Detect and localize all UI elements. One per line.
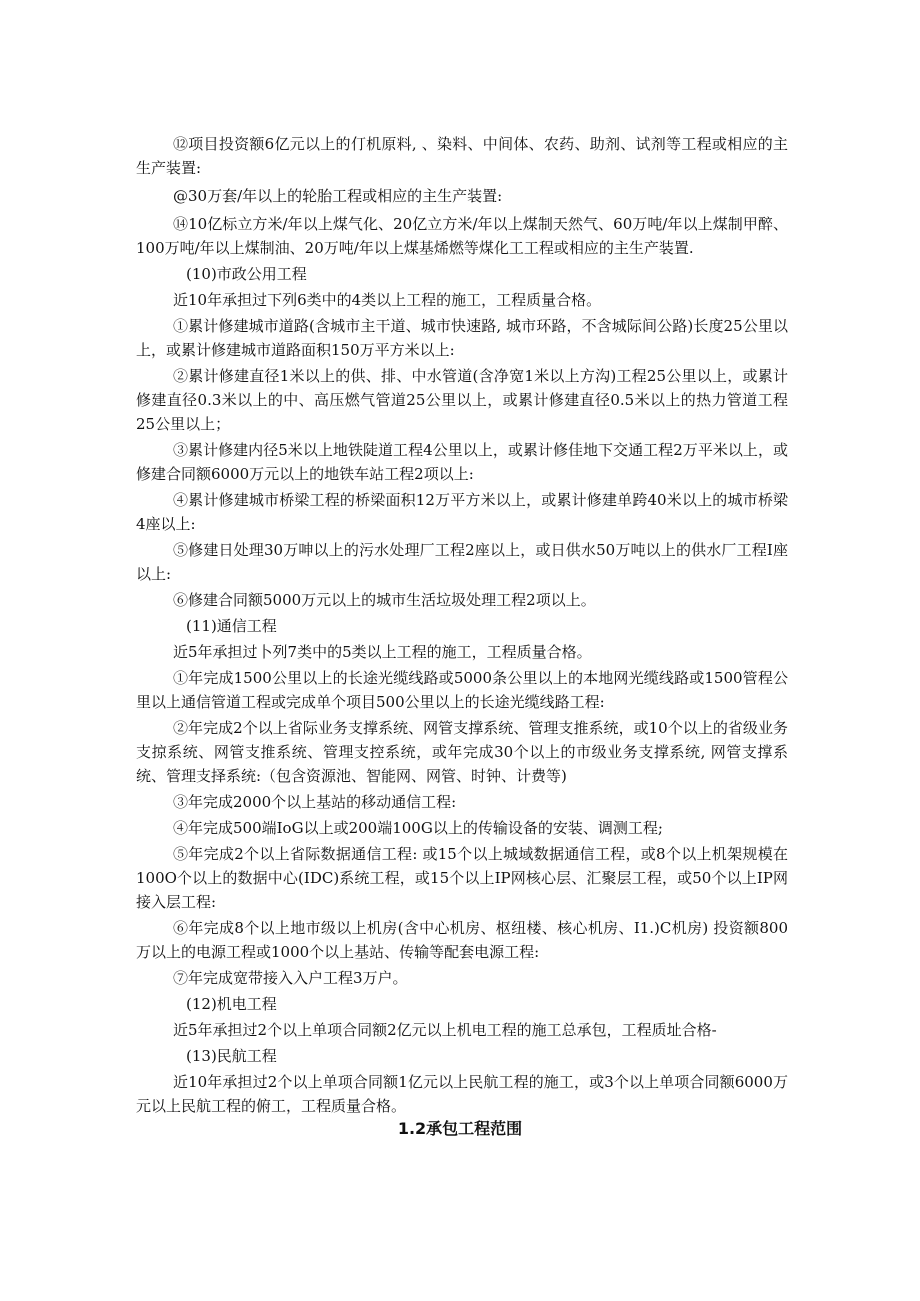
paragraph-mep-intro: 近5年承担过2个以上单项合同额2亿元以上机电工程的施工总承包，工程质址合格- (173, 1021, 717, 1039)
paragraph-aviation-intro: 近10年承担过2个以上单项合同额1亿元以上民航工程的施工，或3个以上单项合同额6000万元以上民航工程的俯工，工程质量合格。 (136, 1073, 788, 1115)
paragraph-telecom-3: ③年完成2000个以上基站的移动通信工程: (173, 793, 457, 811)
section-heading-aviation: (13)民航工程 (186, 1047, 277, 1065)
paragraph-municipal-6: ⑥修建合同额5000万元以上的城市生活垃圾处理工程2项以上。 (173, 591, 596, 609)
section-title: 1.2承包工程范围 (397, 1119, 523, 1138)
paragraph-item-14: ⑭10亿标立方米/年以上煤气化、20亿立方米/年以上煤制天然气、60万吨/年以上煤制甲醉、100万吨/年以上煤制油、20万吨/年以上煤基烯燃等煤化工工程或相应的主生产装置. (136, 215, 788, 257)
paragraph-municipal-5: ⑤修建日处理30万呻以上的污水处理厂工程2座以上，或日供水50万吨以上的供水厂工程I座以上: (136, 541, 788, 583)
paragraph-item-13: @30万套/年以上的轮胎工程或相应的主生产装置: (173, 187, 503, 205)
section-heading-mep: (12)机电工程 (186, 995, 277, 1013)
paragraph-telecom-2: ②年完成2个以上省际业务支撑系统、网管支撑系统、管理支推系统，或10个以上的省级业务支掠系统、网管支推系统、管理支控系统，或年完成30个以上的市级业务支撑系统, 网管支撑系统、管理支择系统:（包含资源池、智能网、网管、时钟、计费等) (136, 719, 788, 785)
paragraph-item-12: ⑫项目投资额6亿元以上的仃机原料, 、染料、中间体、农药、助剂、试剂等工程或相应的主生产装置: (136, 135, 788, 177)
paragraph-telecom-6: ⑥年完成8个以上地市级以上机房(含中心机房、枢纽楼、核心机房、I1.)C机房) 投资额800万以上的电源工程或1000个以上基站、传输等配套电源工程: (136, 919, 788, 961)
paragraph-telecom-7: ⑦年完成宽带接入入户工程3万户。 (173, 969, 408, 987)
section-heading-municipal: (10)市政公用工程 (186, 265, 307, 283)
document-body (136, 132, 788, 1120)
paragraph-telecom-4: ④年完成500端IoG以上或200端100G以上的传输设备的安装、调测工程; (173, 819, 663, 837)
paragraph-telecom-5: ⑤年完成2个以上省际数据通信工程: 或15个以上城域数据通信工程，或8个以上机架规模在100O个以上的数据中心(IDC)系统工程，或15个以上IP网核心层、汇聚层工程，或50个以上IP网接入层工程: (136, 845, 788, 911)
paragraph-municipal-1: ①累计修建城市道路(含城市主干道、城市快速路, 城市环路，不含城际间公路)长度25公里以上，或累计修建城市道路面积150万平方米以上: (136, 317, 788, 359)
paragraph-municipal-intro: 近10年承担过下列6类中的4类以上工程的施工，工程质量合格。 (173, 291, 602, 309)
paragraph-telecom-1: ①年完成1500公里以上的长途光缆线路或5000条公里以上的本地网光缆线路或1500管程公里以上通信管道工程或完成单个项目500公里以上的长途光缆线路工程: (136, 669, 788, 711)
paragraph-municipal-4: ④累计修建城市桥梁工程的桥梁面积12万平方米以上，或累计修建单跨40米以上的城市桥梁4座以上: (136, 491, 788, 533)
paragraph-municipal-3: ③累计修建内径5米以上地铁陡道工程4公里以上，或累计修佳地下交通工程2万平米以上，或修建合同额6000万元以上的地铁车站工程2项以上: (136, 441, 788, 483)
section-heading-telecom: (11)通信工程 (186, 617, 277, 635)
paragraph-municipal-2: ②累计修建直径1米以上的供、排、中水管道(含净宽1米以上方沟)工程25公里以上，或累计修建直径0.3米以上的中、高压燃气管道25公里以上，或累计修建直径0.5米以上的热力管道工程25公里以上； (136, 367, 788, 433)
paragraph-telecom-intro: 近5年承担过卜列7类中的5类以上工程的施工，工程质量合格。 (173, 643, 592, 661)
